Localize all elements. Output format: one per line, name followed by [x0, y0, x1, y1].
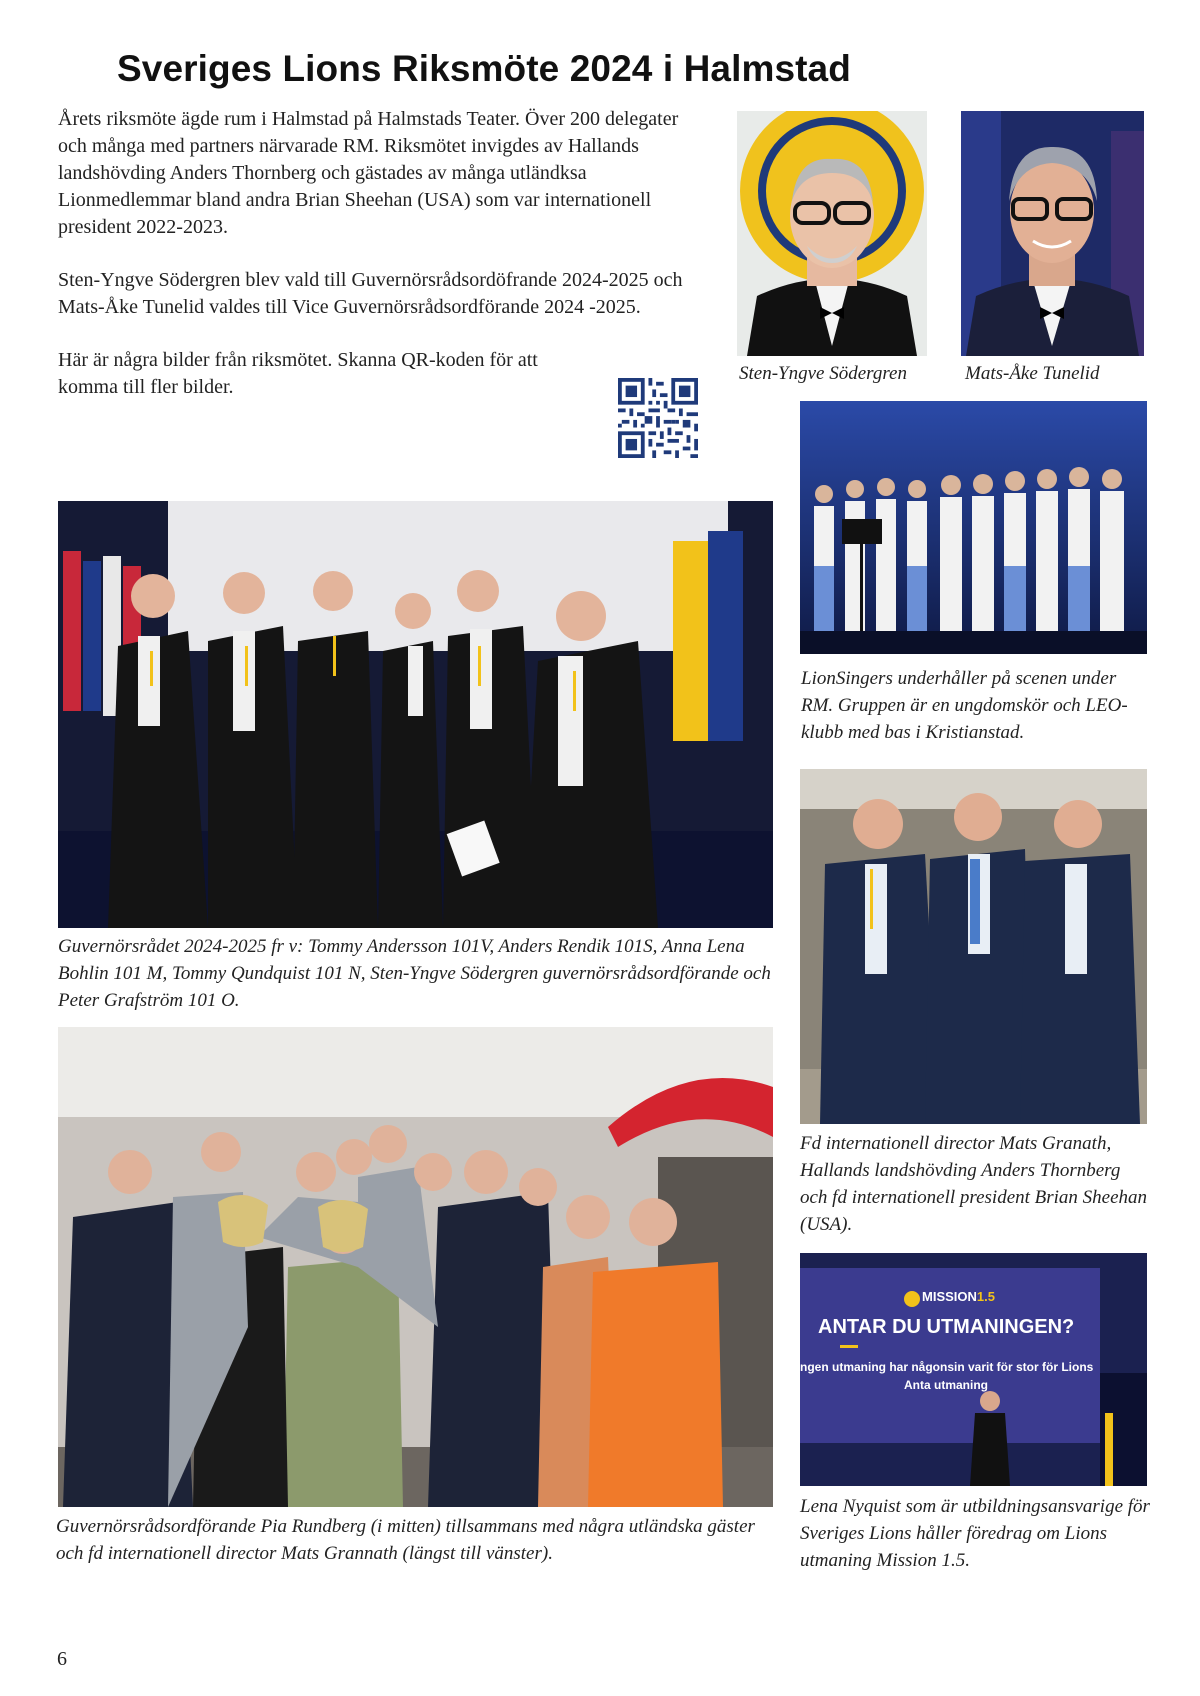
governors-caption: Guvernörsrådet 2024-2025 fr v: Tommy Andersson 101V, Anders Rendik 101S, Anna Lena Bohlin 101 M, Tommy Qundquist 101 N, Sten-Yngve Södergren guvernörsrådsordförande och Peter Grafström 101 O.: [58, 936, 771, 1011]
intro-paragraph-1: Årets riksmöte ägde rum i Halmstad på Halmstads Teater. Över 200 delegater och många med partners närvarade RM. Riksmötet invigdes av Hallands landshövding Anders Thornberg och gästades av många utländksa Lionmedlemmar bland andra Brian Sheehan (USA) som var internationell president 2022-2023.: [58, 108, 679, 238]
intro-text: [58, 106, 698, 427]
portrait-left-caption: Sten-Yngve Södergren: [739, 363, 907, 384]
mission-photo: [800, 1253, 1147, 1486]
mission-line-2: Anta utmaning: [904, 1378, 988, 1392]
directors-caption: Fd internationell director Mats Granath, Hallands landshövding Anders Thornberg och fd internationell president Brian Sheehan (USA).: [800, 1133, 1148, 1235]
lionsingers-caption: LionSingers underhåller på scenen under RM. Gruppen är en ungdomskör och LEO-klubb med bas i Kristianstad.: [801, 668, 1128, 743]
intro-paragraph-3: Här är några bilder från riksmötet. Skanna QR-koden för att komma till fler bilder.: [58, 349, 538, 398]
qr-code[interactable]: [618, 378, 698, 458]
mission-line-1: ngen utmaning har någonsin varit för stor för Lions: [800, 1360, 1094, 1374]
mission-logo-number: 1.5: [976, 1289, 995, 1304]
lions-logo-icon: [904, 1291, 920, 1307]
mission-logo-word: MISSION: [922, 1289, 977, 1304]
portrait-mats-ake-photo: [961, 111, 1144, 356]
page-title: Sveriges Lions Riksmöte 2024 i Halmstad: [117, 48, 851, 89]
governors-group-photo: [58, 501, 773, 928]
portrait-sten-yngve-photo: [737, 111, 927, 356]
pia-caption: Guvernörsrådsordförande Pia Rundberg (i mitten) tillsammans med några utländska gäster och fd internationell director Mats Grannath (längst till vänster).: [56, 1516, 755, 1564]
intro-paragraph-2: Sten-Yngve Södergren blev vald till Guvernörsrådsordöfrande 2024-2025 och Mats-Åke Tunelid valdes till Vice Guvernörsrådsordförande 2024 -2025.: [58, 269, 683, 318]
mission-caption: Lena Nyquist som är utbildningsansvarige för Sveriges Lions håller föredrag om Lions utmaning Mission 1.5.: [800, 1496, 1150, 1571]
directors-photo: [800, 769, 1147, 1124]
qr-code-icon: [618, 378, 698, 458]
page-number: 6: [57, 1648, 67, 1670]
pia-group-photo: [58, 1027, 773, 1507]
portrait-right-caption: Mats-Åke Tunelid: [965, 363, 1100, 384]
mission-logo-text: [922, 1289, 995, 1304]
mission-headline: ANTAR DU UTMANINGEN?: [818, 1316, 1075, 1338]
lionsingers-photo: [800, 401, 1147, 654]
